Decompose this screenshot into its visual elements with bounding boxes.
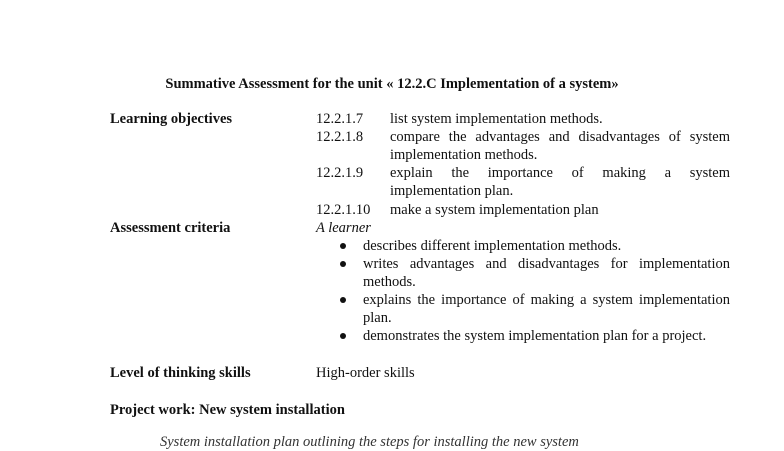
criteria-text: explains the importance of making a system implementation plan. [363,292,730,326]
objective-code: 12.2.1.9 [316,165,364,181]
criteria-text: writes advantages and disadvantages for implementation methods. [363,256,730,290]
criteria-item [363,237,730,255]
learning-objectives-label: Learning objectives [110,111,233,127]
criteria-item [363,327,730,345]
bullet-icon [340,333,346,339]
thinking-skills-label: Level of thinking skills [110,365,251,381]
cutoff-text-line: System installation plan outlining the steps for installing the new system [160,434,579,450]
project-heading: Project work: New system installation [110,402,345,418]
bullet-icon [340,243,346,249]
criteria-list [316,237,730,345]
objective-text: compare the advantages and disadvantages of system implementation methods. [390,129,730,163]
learner-intro: A learner [316,220,371,236]
document-title: Summative Assessment for the unit « 12.2.C Implementation of a system» [165,76,619,92]
objective-text: explain the importance of making a system implementation plan. [390,165,730,199]
criteria-item [363,291,730,327]
objective-item [316,110,730,128]
assessment-criteria-label: Assessment criteria [110,220,231,236]
criteria-text: describes different implementation methods. [363,238,622,254]
assessment-criteria-content [316,219,730,345]
objective-item [316,164,730,200]
objective-item [316,128,730,164]
objective-item [316,201,730,219]
objective-text: make a system implementation plan [390,202,599,218]
objective-code: 12.2.1.10 [316,202,371,218]
objective-text: list system implementation methods. [390,111,603,127]
thinking-skills-value: High-order skills [316,365,415,381]
bullet-icon [340,297,346,303]
criteria-item [363,255,730,291]
objective-code: 12.2.1.8 [316,129,364,145]
criteria-text: demonstrates the system implementation plan for a project. [363,328,707,344]
bullet-icon [340,261,346,267]
objective-code: 12.2.1.7 [316,111,364,127]
